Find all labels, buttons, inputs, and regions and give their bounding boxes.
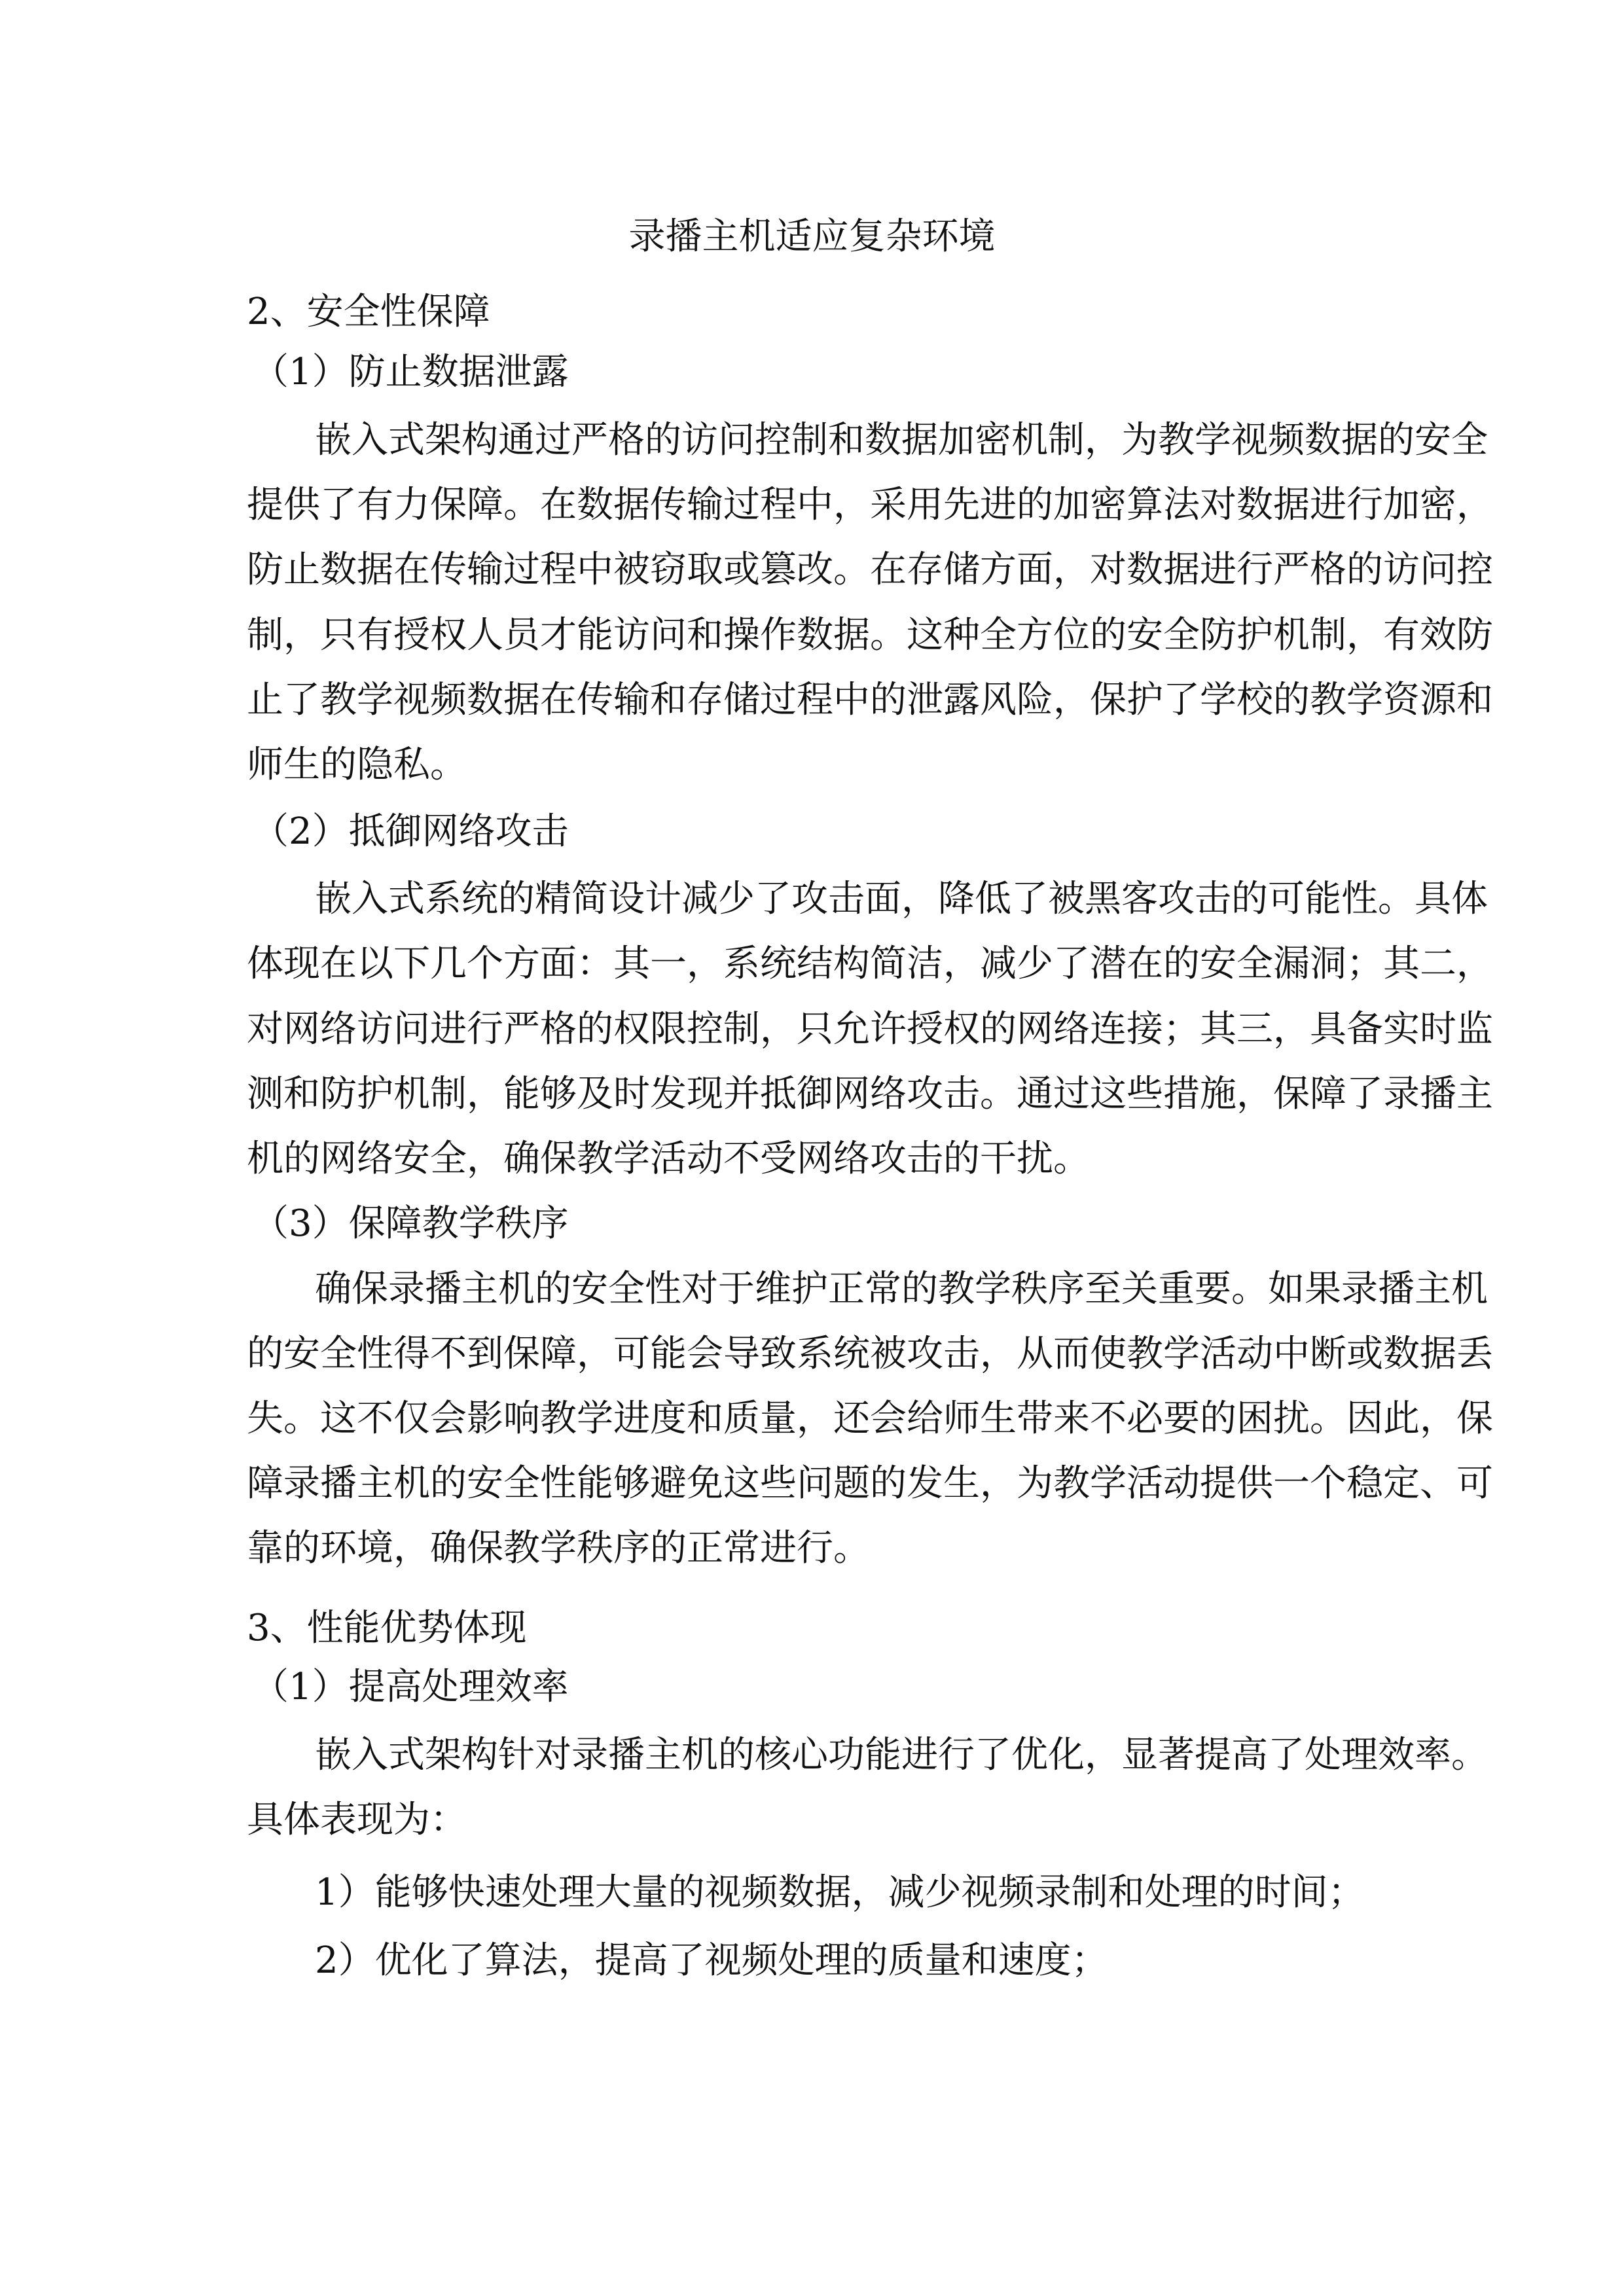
paragraph-line: 测和防护机制，能够及时发现并抵御网络攻击。通过这些措施，保障了录播主 (247, 1073, 1493, 1115)
subsection-heading: （1）提高处理效率 (252, 1666, 569, 1708)
paragraph-line: 失。这不仅会影响教学进度和质量，还会给师生带来不必要的困扰。因此，保 (247, 1397, 1493, 1440)
paragraph-line: 嵌入式系统的精简设计减少了攻击面，降低了被黑客攻击的可能性。具体 (315, 878, 1488, 920)
paragraph-line: 师生的隐私。 (247, 744, 467, 786)
paragraph-line: 提供了有力保障。在数据传输过程中，采用先进的加密算法对数据进行加密， (247, 484, 1493, 526)
subsection-heading: （1）防止数据泄露 (252, 351, 569, 393)
paragraph-line: 具体表现为： (247, 1799, 467, 1841)
section-heading: 3、性能优势体现 (247, 1607, 527, 1649)
paragraph-line: 制，只有授权人员才能访问和操作数据。这种全方位的安全防护机制，有效防 (247, 614, 1493, 656)
paragraph-line: 嵌入式架构针对录播主机的核心功能进行了优化，显著提高了处理效率。 (315, 1734, 1488, 1776)
paragraph-line: 靠的环境，确保教学秩序的正常进行。 (247, 1527, 870, 1570)
section-heading: 2、安全性保障 (247, 291, 490, 333)
document-title: 录播主机适应复杂环境 (628, 215, 996, 258)
paragraph-line: 对网络访问进行严格的权限控制，只允许授权的网络连接；其三，具备实时监 (247, 1008, 1493, 1050)
paragraph-line: 机的网络安全，确保教学活动不受网络攻击的干扰。 (247, 1138, 1090, 1180)
paragraph-line: 确保录播主机的安全性对于维护正常的教学秩序至关重要。如果录播主机 (315, 1268, 1488, 1310)
paragraph-line: 止了教学视频数据在传输和存储过程中的泄露风险，保护了学校的教学资源和 (247, 679, 1493, 721)
paragraph-line: 障录播主机的安全性能够避免这些问题的发生，为教学活动提供一个稳定、可 (247, 1462, 1493, 1505)
list-item: 1）能够快速处理大量的视频数据，减少视频录制和处理的时间； (315, 1871, 1365, 1914)
list-item: 2）优化了算法，提高了视频处理的质量和速度； (315, 1939, 1108, 1982)
paragraph-line: 的安全性得不到保障，可能会导致系统被攻击，从而使教学活动中断或数据丢 (247, 1333, 1493, 1375)
paragraph-line: 体现在以下几个方面：其一，系统结构简洁，减少了潜在的安全漏洞；其二， (247, 942, 1493, 985)
subsection-heading: （3）保障教学秩序 (252, 1202, 569, 1245)
paragraph-line: 防止数据在传输过程中被窃取或篡改。在存储方面，对数据进行严格的访问控 (247, 548, 1493, 591)
subsection-heading: （2）抵御网络攻击 (252, 810, 569, 853)
paragraph-line: 嵌入式架构通过严格的访问控制和数据加密机制，为教学视频数据的安全 (315, 419, 1488, 461)
